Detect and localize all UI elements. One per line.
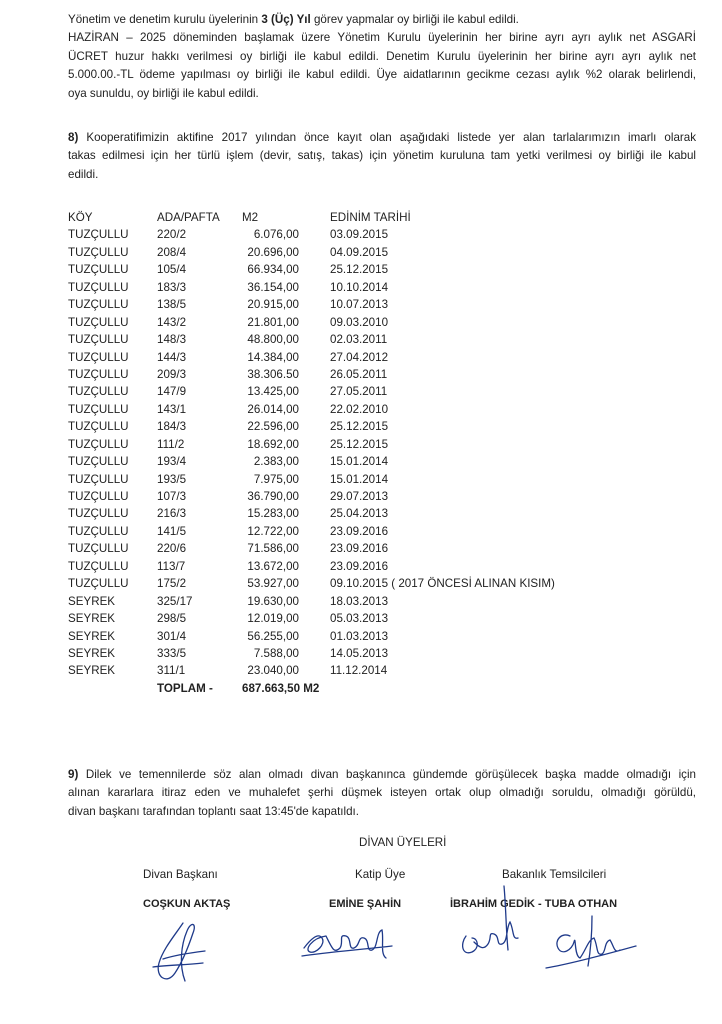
cell-koy: SEYREK [68,594,116,608]
signature-clerk-image [298,918,396,968]
item-8-line-3: edildi. [68,167,99,181]
cell-koy: TUZÇULLU [68,350,129,364]
cell-m2: 36.790,00 [247,490,299,503]
cell-koy: TUZÇULLU [68,315,129,329]
cell-edinim-tarihi: 03.09.2015 [330,228,389,242]
table-header-row [68,209,628,226]
name-rep-1: İBRAHİM GEDİK [450,898,535,910]
cell-m2: 71.586,00 [247,542,299,556]
cell-m2: 36.154,00 [247,280,299,294]
cell-ada-pafta: 175/2 [157,577,187,591]
item-9-line-1: 9) Dilek ve temennilerde söz alan olmadı divan başkanınca gündemde görüşülecek başka madde olmadığı için [68,768,696,781]
table-row [68,505,628,522]
cell-m2: 7.588,00 [253,646,299,660]
cell-m2: 18.692,00 [247,437,299,451]
cell-koy: TUZÇULLU [68,263,129,277]
cell-edinim-tarihi: 09.10.2015 ( 2017 ÖNCESİ ALINAN KISIM) [330,577,555,591]
cell-edinim-tarihi: 18.03.2013 [330,594,389,608]
table-row [68,558,628,575]
table-row [68,575,628,592]
item-8-line-1: 8) Kooperatifimizin aktifine 2017 yılından önce kayıt olan aşağıdaki listede yer alan tarlalarımızın imarlı olarak [68,131,696,144]
table-row [68,331,628,348]
cell-ada-pafta: 220/6 [157,542,187,556]
name-katip-uye: EMİNE ŞAHİN [329,898,402,910]
cell-koy: TUZÇULLU [68,524,129,538]
signatures-heading: DİVAN ÜYELERİ [359,836,447,849]
cell-edinim-tarihi: 09.03.2010 [330,315,389,329]
cell-m2: 66.934,00 [247,263,299,277]
cell-ada-pafta: 298/5 [157,612,187,626]
cell-edinim-tarihi: 23.09.2016 [330,542,389,556]
intro-line-1: Yönetim ve denetim kurulu üyelerinin 3 (Üç) Yıl görev yapmalar oy birliği ile kabul edildi. [68,13,519,26]
cell-edinim-tarihi: 26.05.2011 [330,367,388,381]
cell-m2: 20.915,00 [247,298,299,312]
cell-ada-pafta: 209/3 [157,367,187,381]
cell-m2: 22.596,00 [247,420,299,434]
cell-ada-pafta: 147/9 [157,385,187,399]
item-9-paragraph [68,766,696,821]
name-rep-2: TUBA OTHAN [544,898,618,910]
name-separator: - [534,898,545,910]
cell-edinim-tarihi: 25.12.2015 [330,437,389,451]
header-ada-pafta: ADA/PAFTA [157,211,220,224]
table-total-row [68,680,628,697]
cell-m2: 14.384,00 [247,350,299,364]
cell-m2: 12.019,00 [247,612,299,626]
intro-line-3: ÜCRET huzur hakkı verilmesi oy birliği ile kabul edildi. Denetim Kurulu üyelerinin her birine ayrı ayrı aylık net [68,49,696,63]
cell-ada-pafta: 208/4 [157,245,187,259]
cell-m2: 7.975,00 [253,472,299,486]
role-divan-baskani: Divan Başkanı [143,868,218,881]
cell-koy: TUZÇULLU [68,559,129,573]
signature-rep-2-image [540,906,640,978]
cell-ada-pafta: 311/1 [157,664,186,678]
total-label: TOPLAM - [157,681,213,695]
cell-koy: TUZÇULLU [68,490,129,503]
table-row [68,593,628,610]
cell-koy: SEYREK [68,612,116,626]
header-edinim-tarihi: EDİNİM TARİHİ [330,211,411,224]
signature-chair-image [145,915,215,995]
intro-line-5: oya sunuldu, oy birliği ile kabul edildi. [68,86,259,100]
table-row [68,418,628,435]
cell-ada-pafta: 138/5 [157,298,187,312]
cell-edinim-tarihi: 10.07.2013 [330,298,389,312]
cell-ada-pafta: 193/4 [157,455,187,469]
cell-ada-pafta: 183/3 [157,280,187,294]
cell-ada-pafta: 333/5 [157,646,187,660]
cell-m2: 56.255,00 [247,629,299,643]
intro-paragraph [68,11,696,103]
cell-koy: TUZÇULLU [68,298,129,312]
cell-koy: SEYREK [68,646,116,660]
header-koy: KÖY [68,211,93,224]
table-row [68,314,628,331]
cell-ada-pafta: 141/5 [157,524,187,538]
table-row [68,645,628,662]
cell-ada-pafta: 193/5 [157,472,187,486]
total-value: 687.663,50 M2 [242,681,320,695]
cell-ada-pafta: 216/3 [157,507,187,521]
cell-koy: SEYREK [68,664,116,678]
table-row [68,436,628,453]
item-8-paragraph [68,129,696,184]
cell-m2: 19.630,00 [247,594,299,608]
cell-m2: 12.722,00 [247,524,299,538]
table-row [68,279,628,296]
table-row [68,662,628,679]
cell-m2: 6.076,00 [253,228,299,242]
cell-m2: 21.801,00 [247,315,299,329]
cell-koy: TUZÇULLU [68,472,129,486]
cell-edinim-tarihi: 10.10.2014 [330,280,389,294]
cell-edinim-tarihi: 25.12.2015 [330,263,389,277]
table-row [68,453,628,470]
cell-koy: TUZÇULLU [68,280,129,294]
item-9-line-3: divan başkanı tarafından toplantı saat 13:45'de kapatıldı. [68,804,359,818]
table-row [68,296,628,313]
cell-edinim-tarihi: 29.07.2013 [330,490,389,503]
land-table [68,209,628,697]
cell-ada-pafta: 143/2 [157,315,187,329]
cell-edinim-tarihi: 04.09.2015 [330,245,389,259]
name-divan-baskani: COŞKUN AKTAŞ [143,898,231,910]
cell-koy: TUZÇULLU [68,402,129,416]
cell-koy: TUZÇULLU [68,437,129,451]
item-8-line-2: takas edilmesi için her türlü işlem (devir, satış, takas) için yönetim kuruluna tam yetki verilmesi oy birliği ile kabul [68,149,696,163]
cell-koy: TUZÇULLU [68,228,129,242]
cell-ada-pafta: 111/2 [157,437,185,451]
table-row [68,349,628,366]
cell-ada-pafta: 143/1 [157,402,187,416]
cell-m2: 23.040,00 [247,664,299,678]
table-row [68,540,628,557]
cell-edinim-tarihi: 27.04.2012 [330,350,389,364]
cell-ada-pafta: 113/7 [157,559,186,573]
cell-m2: 20.696,00 [247,245,299,259]
cell-m2: 53.927,00 [247,577,299,591]
cell-edinim-tarihi: 23.09.2016 [330,524,389,538]
table-row [68,383,628,400]
role-katip-uye: Katip Üye [355,868,406,881]
cell-ada-pafta: 107/3 [157,490,187,503]
cell-m2: 15.283,00 [247,507,299,521]
role-bakanlik-temsilcileri: Bakanlık Temsilcileri [502,868,607,881]
table-row [68,628,628,645]
table-row [68,471,628,488]
cell-edinim-tarihi: 15.01.2014 [330,472,389,486]
cell-m2: 2.383,00 [253,455,299,469]
cell-koy: TUZÇULLU [68,455,129,469]
cell-edinim-tarihi: 23.09.2016 [330,559,389,573]
item-9-line-2: alınan kararlara itiraz eden ve muhalefet şerhi düşmek isteyen ortak olup olmadığı soruldu, olmadığı görüldü, [68,786,696,800]
cell-ada-pafta: 325/17 [157,594,193,608]
cell-edinim-tarihi: 11.12.2014 [330,664,388,678]
cell-ada-pafta: 184/3 [157,420,187,434]
cell-ada-pafta: 105/4 [157,263,187,277]
header-m2: M2 [242,211,259,224]
cell-koy: TUZÇULLU [68,367,129,381]
cell-koy: SEYREK [68,629,116,643]
cell-edinim-tarihi: 25.04.2013 [330,507,389,521]
cell-edinim-tarihi: 01.03.2013 [330,629,389,643]
table-row [68,366,628,383]
table-row [68,523,628,540]
cell-edinim-tarihi: 15.01.2014 [330,455,389,469]
cell-ada-pafta: 144/3 [157,350,187,364]
cell-ada-pafta: 220/2 [157,228,187,242]
table-row [68,401,628,418]
cell-m2: 26.014,00 [247,402,299,416]
cell-m2: 38.306.50 [247,367,299,381]
cell-m2: 13.425,00 [247,385,299,399]
cell-m2: 13.672,00 [247,559,299,573]
table-row [68,261,628,278]
cell-koy: TUZÇULLU [68,245,129,259]
table-row [68,488,628,505]
cell-koy: TUZÇULLU [68,333,129,347]
intro-line-2: HAZİRAN – 2025 döneminden başlamak üzere Yönetim Kurulu üyelerinin her birine ayrı ayrı aylık net ASGARİ [68,31,696,45]
cell-edinim-tarihi: 02.03.2011 [330,333,388,347]
cell-edinim-tarihi: 25.12.2015 [330,420,389,434]
table-row [68,244,628,261]
cell-m2: 48.800,00 [247,333,299,347]
intro-line-4: 5.000.00.-TL ödeme yapılması oy birliği ile kabul edildi. Üye aidatlarının gecikme cezası aylık %2 olarak belirlendi, [68,68,696,82]
table-row [68,610,628,627]
cell-koy: TUZÇULLU [68,577,129,591]
table-body [68,226,628,679]
cell-koy: TUZÇULLU [68,420,129,434]
cell-edinim-tarihi: 22.02.2010 [330,402,389,416]
cell-edinim-tarihi: 05.03.2013 [330,612,389,626]
cell-ada-pafta: 301/4 [157,629,187,643]
table-row [68,226,628,243]
cell-edinim-tarihi: 27.05.2011 [330,385,388,399]
cell-edinim-tarihi: 14.05.2013 [330,646,389,660]
cell-koy: TUZÇULLU [68,542,129,556]
cell-koy: TUZÇULLU [68,507,129,521]
cell-koy: TUZÇULLU [68,385,129,399]
signature-rep-1-image [452,878,532,970]
cell-ada-pafta: 148/3 [157,333,187,347]
